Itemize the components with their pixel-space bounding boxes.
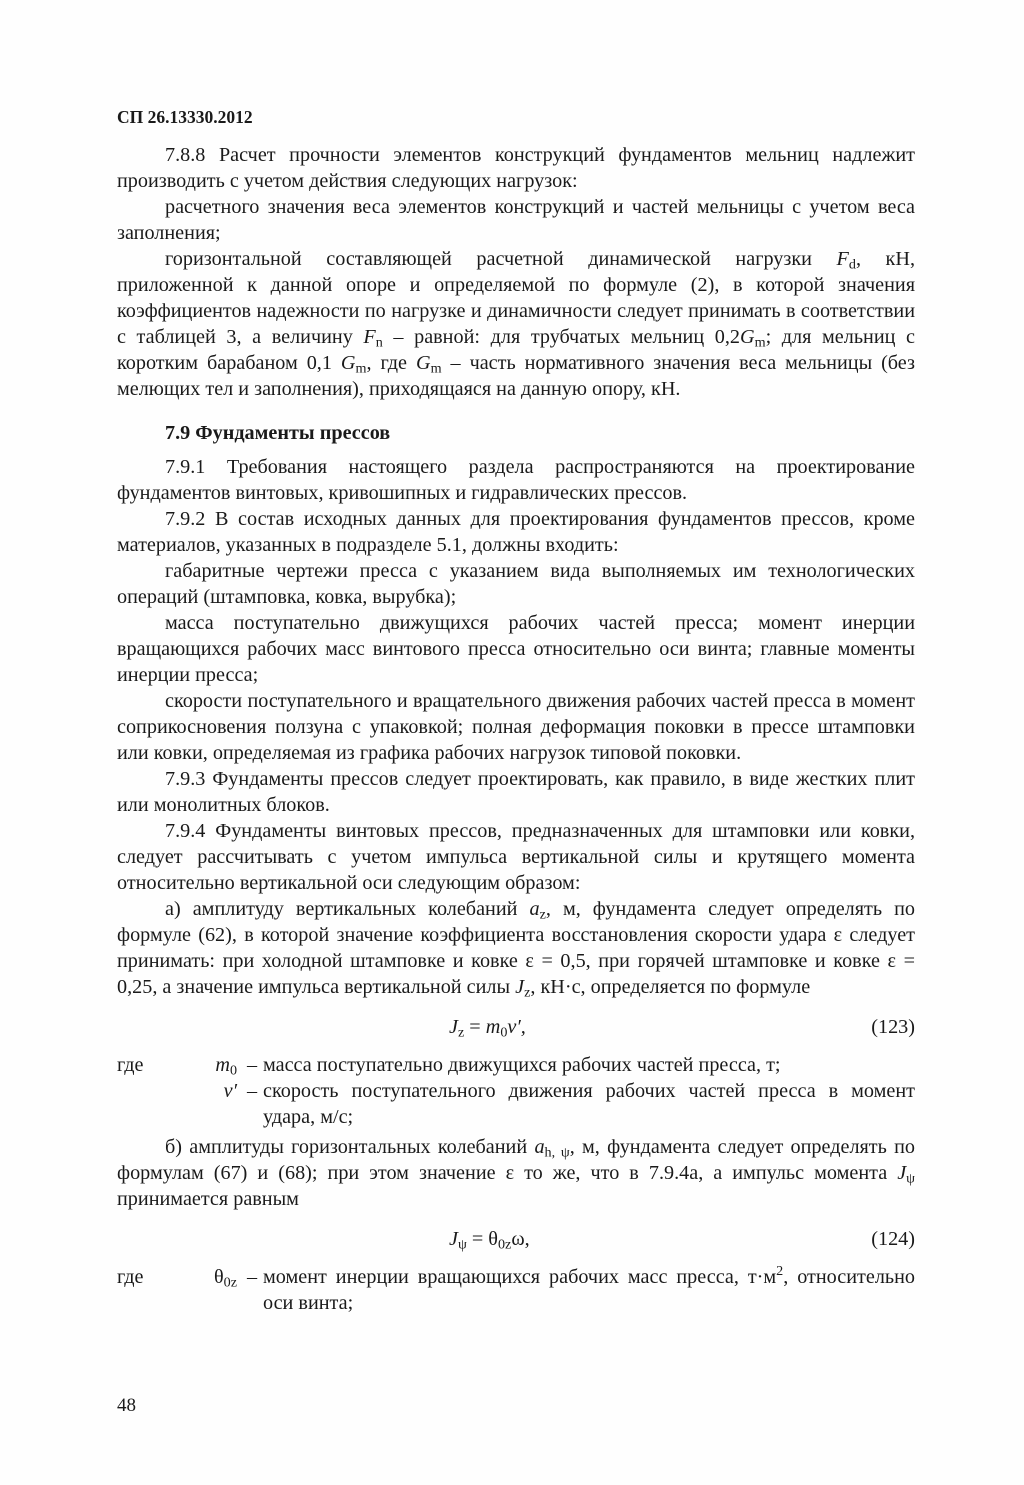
paragraph-horizontal-load: горизонтальной составляющей расчетной динамической нагрузки $F_d$, кН, приложенной к данной опоре и определяемой по формуле (2), в которой значения коэффициентов надежности по нагрузке и динамичности следует принимать в соответствии с таблицей 3, а величину $F_n$ – равной: для трубчатых мельниц $0,2G_m$; для мельниц с коротким барабаном 0,1 $G_m$, где $G_m$ – часть нормативного значения веса мельницы (без мелющих тел и заполнения), приходящаяся на данную опору, кН. <box>117 248 915 400</box>
paragraph-load-weight: расчетного значения веса элементов конструкций и частей мельницы с учетом веса заполнения; <box>117 196 915 244</box>
document-code-header: СП 26.13330.2012 <box>117 107 253 127</box>
paragraph-7-9-3: 7.9.3 Фундаменты прессов следует проектировать, как правило, в виде жестких плит или монолитных блоков. <box>117 768 915 816</box>
page-number: 48 <box>117 1395 136 1416</box>
formula-124-number: (124) <box>871 1228 915 1250</box>
paragraph-mass: масса поступательно движущихся рабочих частей пресса; момент инерции вращающихся рабочих масс винтового пресса относительно оси винта; главные моменты инерции пресса; <box>117 612 915 686</box>
definition-v: v′ – скорость поступательного движения рабочих частей пресса в момент удара, м/с; <box>223 1080 915 1128</box>
document-body <box>117 142 915 1320</box>
formula-123-number: (123) <box>871 1016 915 1038</box>
definition-theta: где $\theta_{0z}$ – момент инерции вращающихся рабочих масс пресса, $т\cdot м^2$, относительно оси винта; <box>117 1263 915 1314</box>
paragraph-7-9-4a: а) амплитуду вертикальных колебаний $a_z$, м, фундамента следует определять по формуле (62), в которой значение коэффициента восстановления скорости удара ε следует принимать: при холодной штамповке и ковке ε = 0,5, при горячей штамповке и ковке ε = 0,25, а значение импульса вертикальной силы $J_z$, кН·с, определяется по формуле <box>117 898 915 1001</box>
paragraph-7-9-2: 7.9.2 В состав исходных данных для проектирования фундаментов прессов, кроме материалов, указанных в подразделе 5.1, должны входить: <box>117 508 915 556</box>
paragraph-7-8-8: 7.8.8 Расчет прочности элементов конструкций фундаментов мельниц надлежит производить с учетом действия следующих нагрузок: <box>117 144 915 192</box>
paragraph-7-9-1: 7.9.1 Требования настоящего раздела распространяются на проектирование фундаментов винтовых, кривошипных и гидравлических прессов. <box>117 456 915 504</box>
definitions-124 <box>117 1264 915 1316</box>
formula-123 <box>117 1014 915 1040</box>
definition-m0: где $m_0$ – масса поступательно движущихся рабочих частей пресса, т; <box>117 1054 781 1079</box>
paragraph-speeds: скорости поступательного и вращательного движения рабочих частей пресса в момент соприкосновения ползуна с упаковкой; полная деформация поковки в прессе штамповки или ковки, определяемая из графика рабочих нагрузок типовой поковки. <box>117 690 915 764</box>
definitions-123 <box>117 1052 915 1130</box>
paragraph-7-9-4: 7.9.4 Фундаменты винтовых прессов, предназначенных для штамповки или ковки, следует рассчитывать с учетом импульса вертикальной силы и крутящего момента относительно вертикальной оси следующим образом: <box>117 820 915 894</box>
formula-124 <box>117 1226 915 1252</box>
formula-123-expression: $J_z = m_0v'$, <box>449 1016 526 1041</box>
formula-124-expression: $J_\psi = \theta_{0z}\omega$, <box>449 1228 530 1253</box>
paragraph-7-9-4b: б) амплитуды горизонтальных колебаний $a_{h, \psi}$, м, фундамента следует определять по формулам (67) и (68); при этом значение ε то же, что в 7.9.4а, а импульс момента $J_\psi$ принимается равным <box>117 1136 915 1210</box>
paragraph-drawings: габаритные чертежи пресса с указанием вида выполняемых им технологических операций (штамповка, ковка, вырубка); <box>117 560 915 608</box>
section-heading-7-9: 7.9 Фундаменты прессов <box>165 422 391 444</box>
